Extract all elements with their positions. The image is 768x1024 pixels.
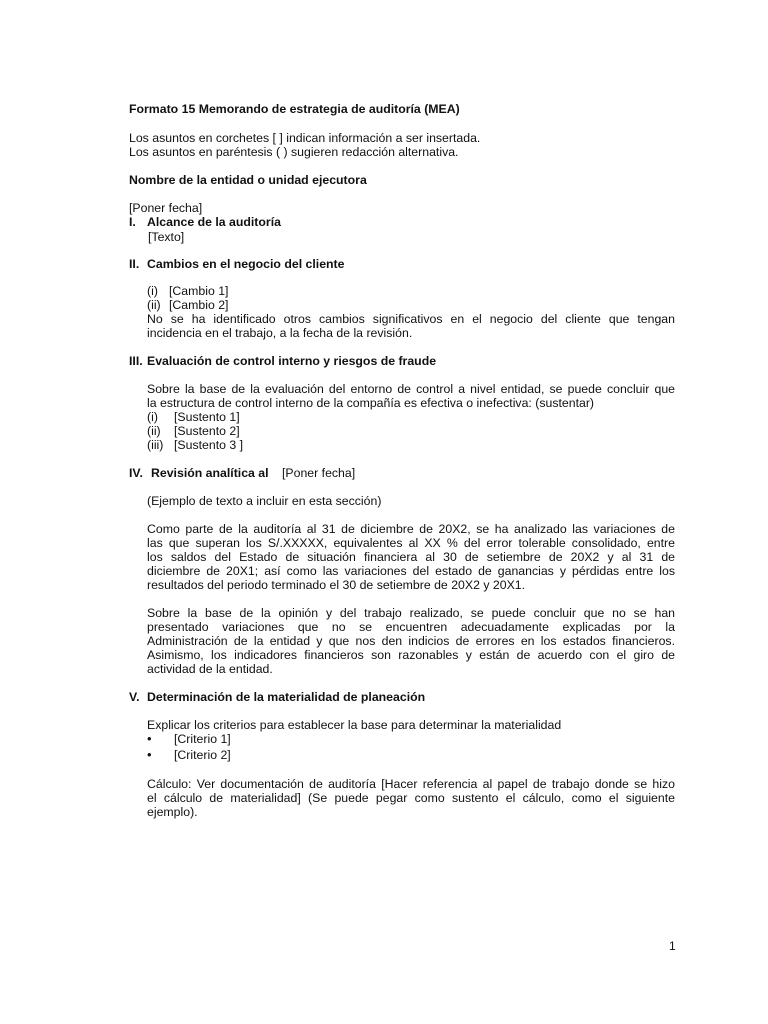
list-item: [Sustento 2] bbox=[174, 424, 240, 438]
list-item-number: (ii) bbox=[147, 424, 161, 438]
section-2-number: II. bbox=[129, 257, 140, 271]
paragraph-line: resultados del periodo terminado el 30 de setiembre de 20X2 y 20X1. bbox=[147, 578, 526, 592]
paragraph-line: presentado variaciones que no se encuentren adecuadamente explicadas por la bbox=[147, 620, 675, 634]
section-1-text: [Texto] bbox=[148, 230, 185, 244]
paragraph-line: Administración de la entidad y que nos den indicios de errores en los estados financieros. bbox=[147, 634, 675, 648]
list-item-number: (iii) bbox=[147, 438, 164, 452]
paragraph-line: las que superan los S/.XXXXX, equivalentes al XX % del error tolerable consolidado, entre bbox=[147, 536, 675, 550]
paragraph-line: ejemplo). bbox=[147, 805, 198, 819]
paragraph-line: Cálculo: Ver documentación de auditoría [Hacer referencia al papel de trabajo donde se hizo bbox=[147, 777, 675, 791]
section-1-heading: Alcance de la auditoría bbox=[147, 215, 281, 229]
page-number: 1 bbox=[669, 939, 676, 953]
section-4-date-placeholder: [Poner fecha] bbox=[282, 466, 356, 480]
list-item-number: (i) bbox=[147, 410, 158, 424]
paragraph-line: Asimismo, los indicadores financieros son razonables y están de acuerdo con el giro de bbox=[147, 648, 675, 662]
list-item: [Cambio 1] bbox=[169, 284, 229, 298]
bullet-icon: • bbox=[147, 747, 152, 762]
example-note: (Ejemplo de texto a incluir en esta sección) bbox=[147, 494, 382, 508]
section-4-number: IV. bbox=[129, 466, 143, 480]
section-2-heading: Cambios en el negocio del cliente bbox=[147, 257, 345, 271]
section-3-number: III. bbox=[129, 354, 143, 368]
note-brackets: Los asuntos en corchetes [ ] indican información a ser insertada. bbox=[129, 131, 481, 145]
list-item-number: (i) bbox=[147, 284, 158, 298]
section-1-number: I. bbox=[129, 215, 136, 229]
paragraph-line: incidencia en el trabajo, a la fecha de la revisión. bbox=[147, 326, 413, 340]
paragraph-line: el cálculo de materialidad] (Se puede pegar como sustento el cálculo, como el siguiente bbox=[147, 791, 675, 805]
list-item: [Sustento 3 ] bbox=[174, 438, 244, 452]
section-4-heading: Revisión analítica al bbox=[151, 466, 269, 480]
paragraph-line: la estructura de control interno de la compañía es efectiva o inefectiva: (sustentar) bbox=[147, 396, 595, 410]
section-3-heading: Evaluación de control interno y riesgos de fraude bbox=[147, 354, 437, 368]
bullet-item: [Criterio 1] bbox=[174, 732, 231, 746]
paragraph-line: los saldos del Estado de situación financiera al 30 de setiembre de 20X2 y al 31 de bbox=[147, 550, 675, 564]
bullet-icon: • bbox=[147, 731, 152, 746]
date-placeholder: [Poner fecha] bbox=[129, 201, 203, 215]
note-parentheses: Los asuntos en paréntesis ( ) sugieren redacción alternativa. bbox=[129, 145, 459, 159]
paragraph-line: Sobre la base de la evaluación del entorno de control a nivel entidad, se puede concluir que bbox=[147, 382, 675, 396]
paragraph-line: Sobre la base de la opinión y del trabajo realizado, se puede concluir que no se han bbox=[147, 606, 675, 620]
section-5-number: V. bbox=[129, 690, 140, 704]
list-item: [Cambio 2] bbox=[169, 298, 229, 312]
paragraph-line: Como parte de la auditoría al 31 de diciembre de 20X2, se ha analizado las variaciones de bbox=[147, 522, 675, 536]
entity-name: Nombre de la entidad o unidad ejecutora bbox=[129, 173, 367, 187]
document-title: Formato 15 Memorando de estrategia de auditoría (MEA) bbox=[129, 102, 460, 116]
list-item-number: (ii) bbox=[147, 298, 161, 312]
list-item: [Sustento 1] bbox=[174, 410, 240, 424]
bullet-item: [Criterio 2] bbox=[174, 748, 231, 762]
section-5-heading: Determinación de la materialidad de planeación bbox=[147, 690, 426, 704]
paragraph-line: actividad de la entidad. bbox=[147, 662, 273, 676]
criteria-intro: Explicar los criterios para establecer la base para determinar la materialidad bbox=[147, 718, 562, 732]
paragraph-line: diciembre de 20X1; así como las variaciones del estado de ganancias y pérdidas entre los bbox=[147, 564, 675, 578]
paragraph-line: No se ha identificado otros cambios significativos en el negocio del cliente que tengan bbox=[147, 312, 675, 326]
